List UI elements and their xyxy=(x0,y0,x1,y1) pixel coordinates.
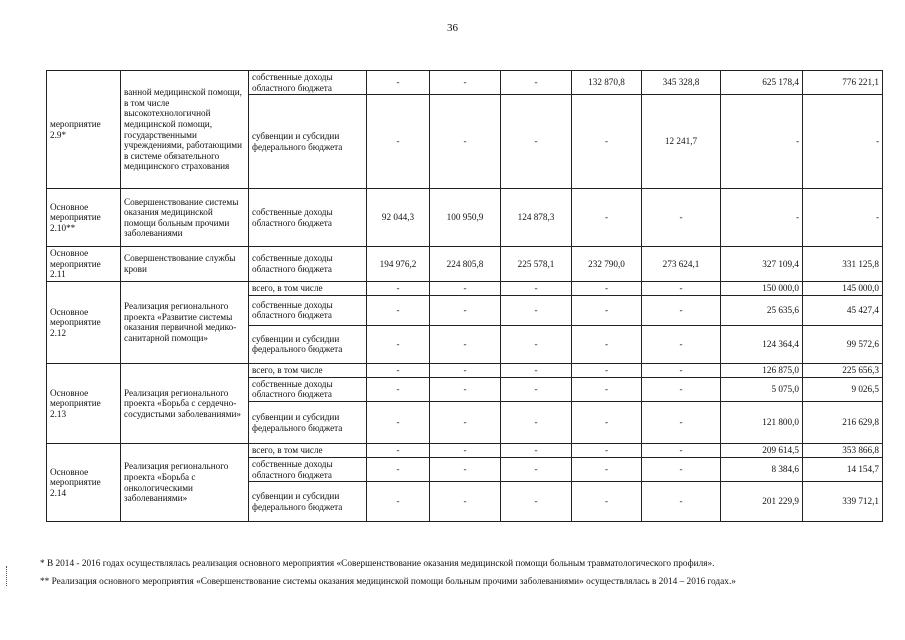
value-cell: 99 572,6 xyxy=(803,325,883,363)
value-cell: - xyxy=(721,189,803,247)
funding-source: собственные доходы областного бюджета xyxy=(249,377,367,401)
table-row xyxy=(47,363,883,377)
value-cell: - xyxy=(572,444,642,458)
funding-source: всего, в том числе xyxy=(249,444,367,458)
value-cell: - xyxy=(572,325,642,363)
budget-table xyxy=(46,70,883,522)
value-cell: - xyxy=(367,71,430,95)
value-cell: 9 026,5 xyxy=(803,377,883,401)
value-cell: 145 000,0 xyxy=(803,281,883,295)
funding-source: субвенции и субсидии федерального бюджета xyxy=(249,482,367,522)
value-cell: 273 624,1 xyxy=(642,247,721,282)
table-row xyxy=(47,71,883,95)
funding-source: собственные доходы областного бюджета xyxy=(249,458,367,482)
value-cell: - xyxy=(367,95,430,189)
row-name: Совершенствование службы крови xyxy=(121,247,249,282)
value-cell: - xyxy=(572,295,642,325)
row-category: Основное мероприятие 2.10** xyxy=(47,189,121,247)
value-cell: - xyxy=(572,377,642,401)
value-cell: - xyxy=(367,295,430,325)
value-cell: - xyxy=(501,363,572,377)
value-cell: - xyxy=(572,402,642,444)
value-cell: 25 635,6 xyxy=(721,295,803,325)
value-cell: 331 125,8 xyxy=(803,247,883,282)
value-cell: 12 241,7 xyxy=(642,95,721,189)
value-cell: 209 614,5 xyxy=(721,444,803,458)
value-cell: 92 044,3 xyxy=(367,189,430,247)
value-cell: 345 328,8 xyxy=(642,71,721,95)
row-name: Реализация регионального проекта «Борьба с сердечно-сосудистыми заболеваниями» xyxy=(121,363,249,443)
value-cell: - xyxy=(572,281,642,295)
value-cell: - xyxy=(367,325,430,363)
value-cell: - xyxy=(501,95,572,189)
margin-mark xyxy=(6,566,9,586)
value-cell: - xyxy=(642,402,721,444)
value-cell: 216 629,8 xyxy=(803,402,883,444)
value-cell: - xyxy=(501,325,572,363)
value-cell: - xyxy=(572,189,642,247)
funding-source: всего, в том числе xyxy=(249,363,367,377)
table-row xyxy=(47,247,883,282)
value-cell: - xyxy=(642,458,721,482)
value-cell: 225 656,3 xyxy=(803,363,883,377)
value-cell: - xyxy=(501,482,572,522)
value-cell: 232 790,0 xyxy=(572,247,642,282)
value-cell: - xyxy=(572,458,642,482)
funding-source: собственные доходы областного бюджета xyxy=(249,189,367,247)
value-cell: - xyxy=(367,377,430,401)
value-cell: 45 427,4 xyxy=(803,295,883,325)
footnote-1: * В 2014 - 2016 годах осуществлялась реализация основного мероприятия «Совершенствование оказания медицинской помощи больным травматологического профиля». xyxy=(40,559,715,569)
value-cell: 776 221,1 xyxy=(803,71,883,95)
value-cell: - xyxy=(642,363,721,377)
value-cell: 8 384,6 xyxy=(721,458,803,482)
value-cell: - xyxy=(721,95,803,189)
value-cell: - xyxy=(430,444,501,458)
funding-source: субвенции и субсидии федерального бюджета xyxy=(249,402,367,444)
table-row xyxy=(47,189,883,247)
page-number: 36 xyxy=(447,22,458,34)
value-cell: 339 712,1 xyxy=(803,482,883,522)
value-cell: 225 578,1 xyxy=(501,247,572,282)
funding-source: собственные доходы областного бюджета xyxy=(249,295,367,325)
value-cell: - xyxy=(501,402,572,444)
funding-source: субвенции и субсидии федерального бюджета xyxy=(249,95,367,189)
value-cell: 132 870,8 xyxy=(572,71,642,95)
value-cell: - xyxy=(430,363,501,377)
funding-source: собственные доходы областного бюджета xyxy=(249,247,367,282)
funding-source: субвенции и субсидии федерального бюджета xyxy=(249,325,367,363)
table-row xyxy=(47,281,883,295)
row-name: Реализация регионального проекта «Развитие системы оказания первичной медико-санитарной помощи» xyxy=(121,281,249,363)
funding-source: всего, в том числе xyxy=(249,281,367,295)
value-cell: 126 875,0 xyxy=(721,363,803,377)
row-category: Основное мероприятие 2.14 xyxy=(47,444,121,522)
value-cell: - xyxy=(430,458,501,482)
value-cell: 124 878,3 xyxy=(501,189,572,247)
row-category: мероприятие 2.9* xyxy=(47,71,121,189)
value-cell: - xyxy=(642,325,721,363)
row-name: Совершенствование системы оказания медицинской помощи больным прочими заболеваниями xyxy=(121,189,249,247)
value-cell: 201 229,9 xyxy=(721,482,803,522)
row-name: Реализация регионального проекта «Борьба с онкологическими заболеваниями» xyxy=(121,444,249,522)
value-cell: 353 866,8 xyxy=(803,444,883,458)
value-cell: 194 976,2 xyxy=(367,247,430,282)
value-cell: - xyxy=(642,482,721,522)
row-name: ванной медицинской помощи, в том числе высокотехнологичной медицинской помощи, государственными учреждениями, работающими в системе обязательного медицинского страхования xyxy=(121,71,249,189)
value-cell: 14 154,7 xyxy=(803,458,883,482)
value-cell: - xyxy=(430,95,501,189)
value-cell: - xyxy=(572,482,642,522)
value-cell: - xyxy=(367,281,430,295)
value-cell: - xyxy=(430,295,501,325)
value-cell: - xyxy=(501,281,572,295)
value-cell: - xyxy=(642,189,721,247)
value-cell: - xyxy=(367,444,430,458)
value-cell: - xyxy=(642,295,721,325)
value-cell: 327 109,4 xyxy=(721,247,803,282)
value-cell: - xyxy=(501,295,572,325)
value-cell: - xyxy=(803,95,883,189)
value-cell: - xyxy=(367,482,430,522)
footnote-2: ** Реализация основного мероприятия «Совершенствование системы оказания медицинской помощи больным прочими заболеваниями» осуществлялась в 2014 – 2016 годах.» xyxy=(40,576,736,587)
value-cell: 224 805,8 xyxy=(430,247,501,282)
value-cell: 625 178,4 xyxy=(721,71,803,95)
value-cell: - xyxy=(430,402,501,444)
value-cell: 121 800,0 xyxy=(721,402,803,444)
row-category: Основное мероприятие 2.13 xyxy=(47,363,121,443)
row-category: Основное мероприятие 2.12 xyxy=(47,281,121,363)
value-cell: 5 075,0 xyxy=(721,377,803,401)
value-cell: - xyxy=(803,189,883,247)
value-cell: - xyxy=(642,377,721,401)
value-cell: - xyxy=(430,325,501,363)
value-cell: - xyxy=(430,377,501,401)
value-cell: - xyxy=(642,281,721,295)
value-cell: - xyxy=(501,377,572,401)
value-cell: - xyxy=(367,363,430,377)
value-cell: 150 000,0 xyxy=(721,281,803,295)
value-cell: - xyxy=(367,402,430,444)
value-cell: - xyxy=(430,71,501,95)
row-category: Основное мероприятие 2.11 xyxy=(47,247,121,282)
value-cell: - xyxy=(572,363,642,377)
value-cell: - xyxy=(642,444,721,458)
value-cell: - xyxy=(501,458,572,482)
value-cell: - xyxy=(430,281,501,295)
table-row xyxy=(47,444,883,458)
value-cell: 100 950,9 xyxy=(430,189,501,247)
value-cell: 124 364,4 xyxy=(721,325,803,363)
funding-source: собственные доходы областного бюджета xyxy=(249,71,367,95)
value-cell: - xyxy=(572,95,642,189)
footnotes xyxy=(40,556,870,591)
value-cell: - xyxy=(501,71,572,95)
value-cell: - xyxy=(367,458,430,482)
value-cell: - xyxy=(430,482,501,522)
value-cell: - xyxy=(501,444,572,458)
